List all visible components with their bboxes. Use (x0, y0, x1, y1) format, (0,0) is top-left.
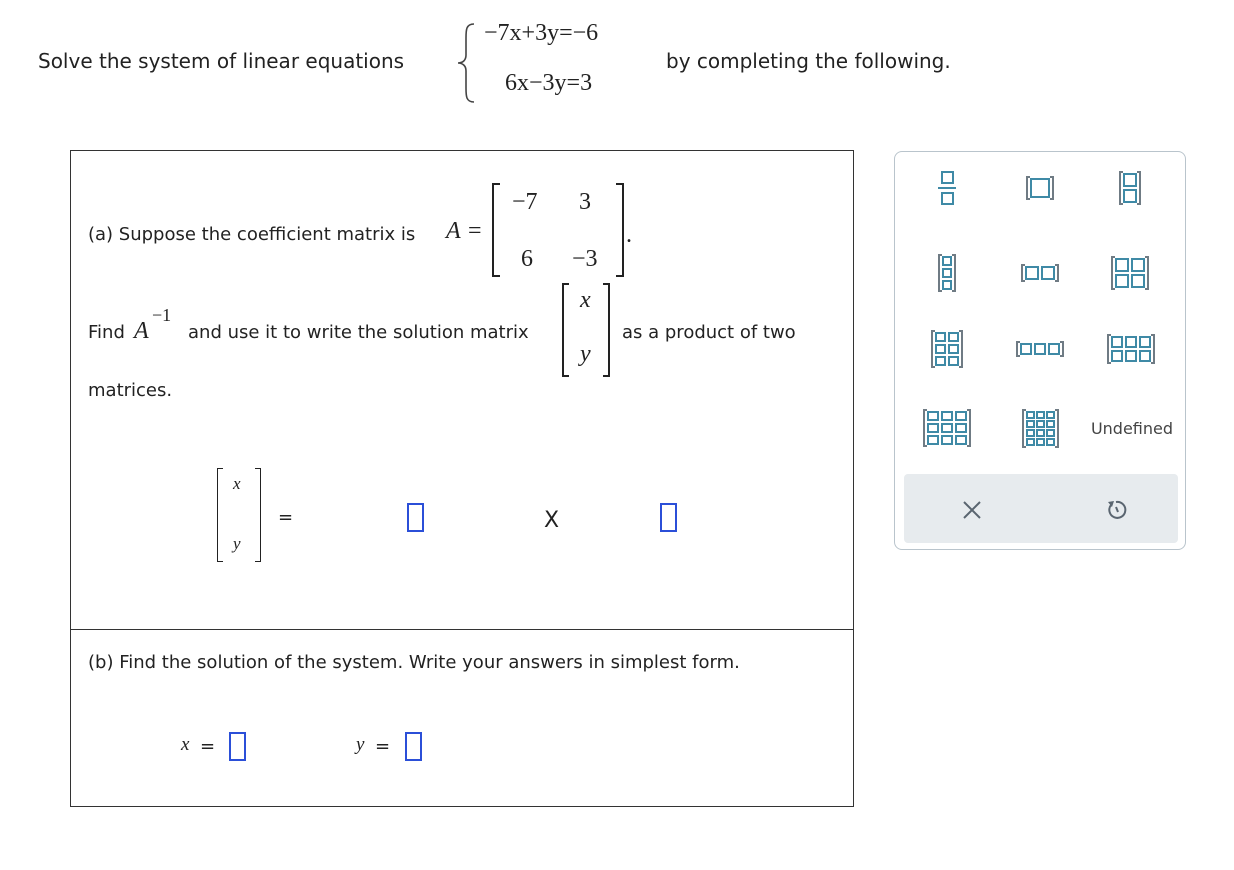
find-text: Find (88, 322, 125, 343)
fraction-button[interactable] (925, 166, 969, 210)
matrix-3x3-icon (923, 409, 971, 447)
matrix-1x2-icon (1021, 264, 1059, 282)
solution-vector (562, 283, 610, 377)
system-brace (456, 22, 478, 104)
palette-action-bar (904, 474, 1178, 543)
equation-1: −7x+3y=−6 (484, 20, 599, 46)
inverse-matrix-input[interactable] (407, 503, 424, 532)
vector-y: y (580, 341, 591, 367)
matrix-4x3-button[interactable] (1013, 400, 1067, 456)
matrix-3x3-button[interactable] (917, 400, 977, 456)
vector-x: x (580, 287, 591, 313)
matrix-2x1-button[interactable] (1105, 166, 1155, 210)
matrix-cell-12: 3 (579, 189, 591, 215)
matrix-period: . (626, 222, 632, 248)
y-equals: = (375, 736, 391, 757)
matrix-a-label: A (446, 218, 461, 244)
matrix-3x1-button[interactable] (925, 248, 969, 298)
matrix-4x3-icon (1022, 409, 1059, 448)
problem-intro: Solve the system of linear equations (38, 49, 405, 73)
x-label: x (181, 734, 190, 755)
answer-equals: = (278, 507, 294, 528)
constant-matrix-input[interactable] (660, 503, 677, 532)
undefined-button[interactable] (1087, 412, 1177, 444)
math-palette (894, 151, 1186, 550)
matrix-3x1-icon (938, 254, 956, 292)
matrix-1x3-button[interactable] (1009, 324, 1071, 374)
matrix-cell-21: 6 (521, 246, 533, 272)
use-text: and use it to write the solution matrix (188, 322, 529, 343)
y-label: y (356, 734, 365, 755)
coefficient-matrix (492, 183, 624, 277)
inverse-exponent: −1 (152, 305, 172, 325)
fraction-icon (938, 171, 956, 205)
matrix-cell-22: −3 (572, 246, 598, 272)
times-sign: X (544, 508, 560, 533)
product-text: as a product of two (622, 322, 796, 343)
close-icon (962, 500, 982, 520)
inverse-base: A (134, 318, 149, 344)
matrix-3x2-button[interactable] (921, 324, 973, 374)
matrices-text: matrices. (88, 380, 173, 401)
matrix-1x1-icon (1026, 176, 1054, 200)
x-equals: = (200, 736, 216, 757)
equation-2: 6x−3y=3 (505, 70, 593, 96)
undo-icon (1105, 499, 1127, 521)
part-a-text: (a) Suppose the coefficient matrix is (88, 224, 416, 245)
answer-vector-y: y (233, 534, 241, 553)
matrix-2x2-icon (1111, 256, 1149, 290)
answer-vector (217, 468, 261, 562)
matrix-2x3-icon (1107, 334, 1155, 364)
answer-vector-x: x (233, 474, 241, 493)
matrix-cell-11: −7 (512, 189, 538, 215)
undo-button[interactable] (1096, 490, 1136, 530)
matrix-1x1-button[interactable] (1015, 166, 1065, 210)
part-b-text: (b) Find the solution of the system. Write your answers in simplest form. (88, 652, 740, 673)
matrix-2x2-button[interactable] (1105, 248, 1155, 298)
problem-suffix: by completing the following. (666, 49, 951, 73)
matrix-a-equals: = (468, 218, 482, 244)
clear-button[interactable] (952, 490, 992, 530)
part-a-panel (70, 150, 854, 630)
y-input[interactable] (405, 732, 422, 761)
undefined-label: Undefined (1090, 418, 1174, 438)
matrix-3x2-icon (931, 330, 963, 368)
matrix-1x2-button[interactable] (1015, 248, 1065, 298)
x-input[interactable] (229, 732, 246, 761)
matrix-1x3-icon (1016, 341, 1064, 357)
matrix-2x3-button[interactable] (1101, 324, 1161, 374)
matrix-2x1-icon (1119, 171, 1141, 205)
